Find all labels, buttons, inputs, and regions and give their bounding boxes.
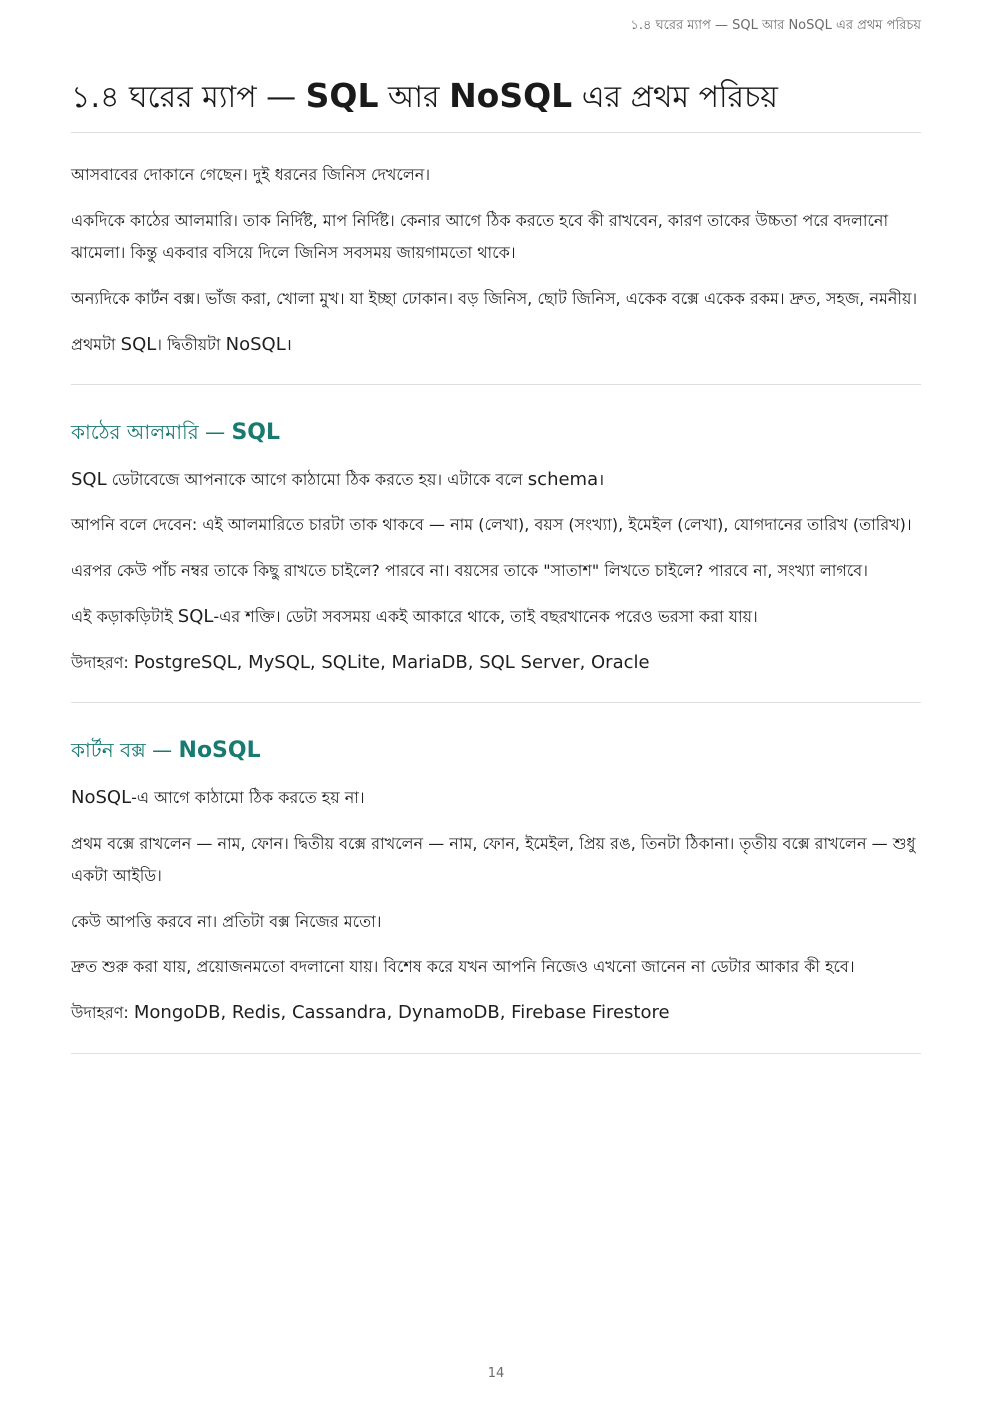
intro-p4-text-a: প্রথমটা: [71, 335, 121, 354]
sql-p4-text-a: এই কড়াকড়িটাই: [71, 607, 178, 626]
sql-examples-list: PostgreSQL, MySQL, SQLite, MariaDB, SQL Server, Oracle: [133, 652, 650, 673]
sql-paragraph-4: [71, 601, 921, 633]
nosql-section-title-bn: কার্টন বক্স —: [71, 738, 179, 762]
intro-paragraph-2: একদিকে কাঠের আলমারি। তাক নির্দিষ্ট, মাপ নির্দিষ্ট। কেনার আগে ঠিক করতে হবে কী রাখবেন, কারণ তাকের উচ্চতা পরে বদলানো ঝামেলা। কিন্তু একবার বসিয়ে দিলে জিনিস সবসময় জায়গামতো থাকে।: [71, 211, 889, 262]
sql-paragraph-3: এরপর কেউ পাঁচ নম্বর তাকে কিছু রাখতে চাইলে? পারবে না। বয়সের তাকে "সাতাশ" লিখতে চাইলে? পারবে না, সংখ্যা লাগবে।: [71, 561, 868, 580]
intro-p4-text-c: । দ্বিতীয়টা: [156, 335, 226, 354]
sql-paragraph-2: আপনি বলে দেবেন: এই আলমারিতে চারটা তাক থাকবে — নাম (লেখা), বয়স (সংখ্যা), ইমেইল (লেখা), যোগদানের তারিখ (তারিখ)।: [71, 515, 912, 534]
sql-section-title-bn: কাঠের আলমারি —: [71, 420, 232, 444]
intro-paragraph-1: আসবাবের দোকানে গেছেন। দুই ধরনের জিনিস দেখলেন।: [71, 165, 431, 184]
running-header: ১.৪ ঘরের ম্যাপ — SQL আর NoSQL এর প্রথম পরিচয়: [630, 18, 921, 33]
sql-section-title: [71, 416, 280, 449]
intro-p4-sql: SQL: [120, 334, 157, 355]
nosql-paragraph-3: কেউ আপত্তি করবে না। প্রতিটা বক্স নিজের মতো।: [71, 912, 382, 931]
nosql-examples-list: MongoDB, Redis, Cassandra, DynamoDB, Firebase Firestore: [133, 1002, 670, 1023]
sql-examples: [71, 647, 921, 679]
nosql-examples: [71, 997, 921, 1029]
nosql-paragraph-4: দ্রুত শুরু করা যায়, প্রয়োজনমতো বদলানো যায়। বিশেষ করে যখন আপনি নিজেও এখনো জানেন না ডেটার আকার কী হবে।: [71, 957, 855, 976]
sql-section-divider: [71, 702, 921, 703]
sql-examples-label: উদাহরণ:: [71, 653, 134, 672]
nosql-paragraph-2: প্রথম বক্সে রাখলেন — নাম, ফোন। দ্বিতীয় বক্সে রাখলেন — নাম, ফোন, ইমেইল, প্রিয় রঙ, তিনটা ঠিকানা। তৃতীয় বক্সে রাখলেন — শুধু একটা আইডি।: [71, 834, 916, 885]
nosql-paragraph-1: [71, 782, 921, 814]
sql-section-title-en: SQL: [231, 420, 281, 445]
nosql-section-title: [71, 734, 261, 767]
nosql-section-title-en: NoSQL: [178, 738, 261, 763]
page-number: 14: [487, 1366, 505, 1381]
intro-divider: [71, 384, 921, 385]
document-page: [71, 0, 921, 1404]
sql-p1-schema: schema: [527, 469, 599, 490]
title-divider: [71, 132, 921, 133]
chapter-title: [71, 74, 778, 120]
intro-paragraph-4: [71, 329, 921, 361]
chapter-title-sql: SQL: [305, 76, 379, 115]
sql-p4-sql: SQL: [177, 606, 214, 627]
chapter-title-prefix: ১.৪ ঘরের ম্যাপ —: [71, 80, 306, 115]
nosql-p1-text-b: -এ আগে কাঠামো ঠিক করতে হয় না।: [131, 788, 365, 807]
nosql-p1-nosql: NoSQL: [71, 787, 132, 808]
intro-p4-nosql: NoSQL: [225, 334, 286, 355]
chapter-title-nosql: NoSQL: [449, 76, 573, 115]
intro-paragraph-3: অন্যদিকে কার্টন বক্স। ভাঁজ করা, খোলা মুখ। যা ইচ্ছা ঢোকান। বড় জিনিস, ছোট জিনিস, একেক বক্সে একেক রকম। দ্রুত, সহজ, নমনীয়।: [71, 289, 918, 308]
nosql-section-divider: [71, 1053, 921, 1054]
sql-paragraph-1: [71, 464, 921, 496]
chapter-title-connector: আর: [378, 80, 450, 115]
intro-p4-text-e: ।: [285, 335, 292, 354]
sql-p1-text-b: ডেটাবেজে আপনাকে আগে কাঠামো ঠিক করতে হয়। এটাকে বলে: [106, 470, 528, 489]
sql-p1-sql: SQL: [71, 469, 107, 490]
sql-p4-text-c: -এর শক্তি। ডেটা সবসময় একই আকারে থাকে, তাই বছরখানেক পরেও ভরসা করা যায়।: [213, 607, 758, 626]
sql-p1-text-d: ।: [598, 470, 605, 489]
nosql-examples-label: উদাহরণ:: [71, 1003, 134, 1022]
chapter-title-suffix: এর প্রথম পরিচয়: [572, 80, 778, 115]
